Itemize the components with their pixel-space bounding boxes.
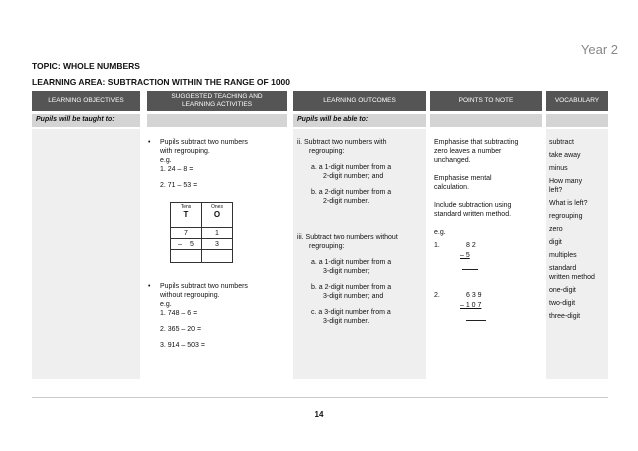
header-objectives: LEARNING OBJECTIVES [32, 91, 140, 111]
outcome-ii: ii. Subtract two numbers with regrouping: a. a 1-digit number from a 2-digit number; and b. a 2-digit number from a 2-digit number. [297, 139, 392, 205]
tens-ones-table: Tens T Ones O 7 1 – 5 3 [170, 202, 233, 263]
activity-2: Pupils subtract two numbers without regrouping. e.g. 1. 748 – 6 = 2. 365 – 20 = 3. 914 – 503 = [160, 283, 248, 349]
point-example-2-number: 2. [434, 292, 440, 299]
sub-objectives: Pupils will be taught to: [32, 114, 140, 127]
page-number: 14 [314, 410, 324, 419]
sub-activities [147, 114, 287, 127]
year-label: Year 2 [580, 42, 618, 57]
points-text: Emphasise that subtracting zero leaves a number unchanged. Emphasise mental calculation. Include subtraction using standard written method. e.g. [434, 139, 519, 236]
answer-line [466, 320, 486, 321]
sub-points [430, 114, 542, 127]
topic-title: TOPIC: WHOLE NUMBERS [32, 61, 140, 71]
answer-line [462, 269, 478, 270]
outcome-iii: iii. Subtract two numbers without regrouping: a. a 1-digit number from a 3-digit number; b. a 2-digit number from a 3-digit number; and c. a 3-digit number from a 3-digit number. [297, 234, 398, 325]
point-example-1-bottom: – 5 [460, 252, 470, 259]
point-example-1-top: 8 2 [466, 242, 476, 249]
header-points: POINTS TO NOTE [430, 91, 542, 111]
objectives-column [32, 129, 140, 379]
footer-divider [32, 397, 608, 398]
header-vocabulary: VOCABULARY [546, 91, 608, 111]
activity-1: Pupils subtract two numbers with regrouping. e.g. 1. 24 – 8 = 2. 71 – 53 = [160, 139, 248, 189]
header-outcomes: LEARNING OUTCOMES [293, 91, 426, 111]
learning-area-title: LEARNING AREA: SUBTRACTION WITHIN THE RANGE OF 1000 [32, 77, 291, 87]
point-example-2-bottom: – 1 0 7 [460, 302, 482, 309]
bullet: • [148, 283, 151, 290]
header-activities: SUGGESTED TEACHING AND LEARNING ACTIVITIES [147, 91, 287, 111]
point-example-1-number: 1. [434, 242, 440, 249]
point-example-2-top: 6 3 9 [466, 292, 482, 299]
vocabulary-list: subtract take away minus How many left? What is left? regrouping zero digit multiples standard written method one-digit two-digit three-digit [549, 139, 595, 320]
sub-vocabulary [546, 114, 608, 127]
bullet: • [148, 139, 151, 146]
sub-outcomes: Pupils will be able to: [293, 114, 426, 127]
